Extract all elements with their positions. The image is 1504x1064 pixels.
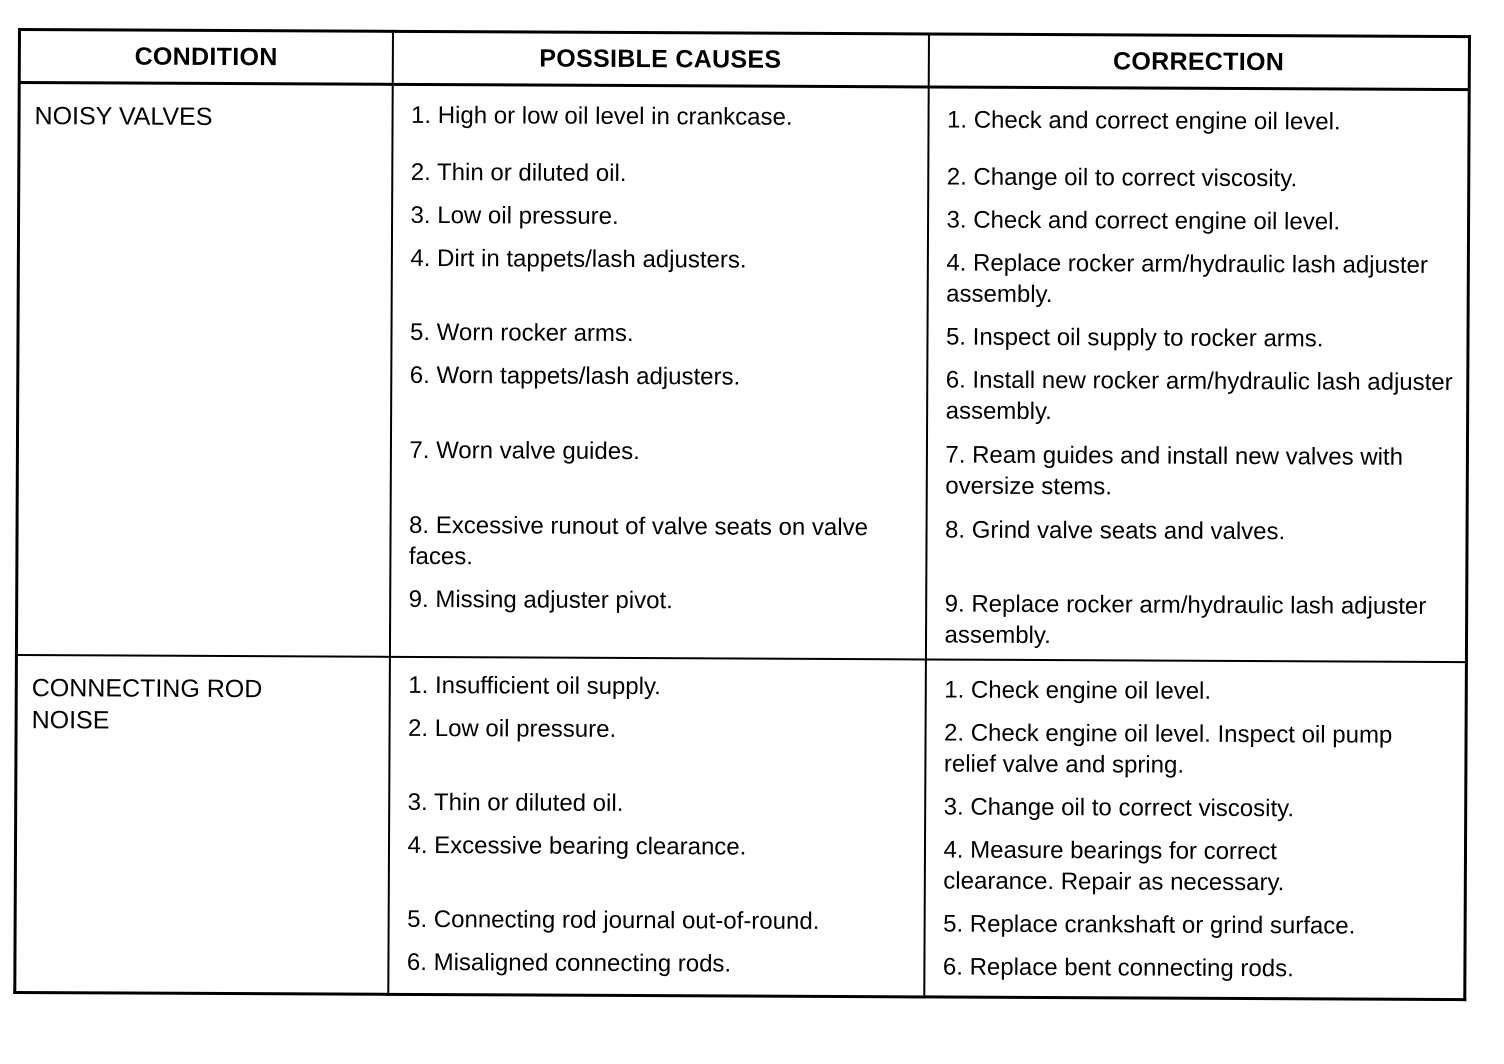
list-item: 1. Check and correct engine oil level.	[946, 106, 1341, 136]
list-item: 2. Low oil pressure.	[408, 714, 617, 743]
list-item: 1. Check engine oil level.	[944, 676, 1212, 705]
list-item: 6. Install new rocker arm/hydraulic lash adjuster assembly.	[945, 366, 1453, 426]
causes-list	[409, 100, 918, 617]
list-item: 3. Thin or diluted oil.	[407, 788, 624, 817]
list-item: 4. Excessive bearing clearance.	[407, 831, 747, 861]
list-item: 1. Insufficient oil supply.	[408, 671, 661, 700]
corrections-list	[943, 674, 1455, 984]
list-item: 5. Connecting rod journal out-of-round.	[407, 905, 820, 935]
list-item: 2. Change oil to correct viscosity.	[946, 163, 1298, 193]
list-item: 5. Worn rocker arms.	[409, 318, 634, 348]
list-item: 2. Check engine oil level. Inspect oil pump relief valve and spring.	[943, 719, 1393, 779]
header-possible-causes: POSSIBLE CAUSES	[392, 31, 928, 87]
list-item: 6. Misaligned connecting rods.	[406, 948, 732, 977]
list-item: 9. Missing adjuster pivot.	[408, 585, 673, 615]
list-item: 2. Thin or diluted oil.	[410, 158, 627, 187]
corrections-cell	[924, 659, 1467, 1000]
list-item: 8. Grind valve seats and valves.	[944, 516, 1286, 546]
condition-noisy-valves: NOISY VALVES	[16, 83, 392, 657]
list-item: 3. Check and correct engine oil level.	[946, 206, 1341, 236]
list-item: 3. Change oil to correct viscosity.	[943, 793, 1295, 822]
header-correction: CORRECTION	[928, 34, 1469, 90]
list-item: 5. Replace crankshaft or grind surface.	[943, 910, 1356, 940]
list-item: 9. Replace rocker arm/hydraulic lash adjuster assembly.	[944, 590, 1427, 650]
header-row	[19, 30, 1469, 90]
list-item: 6. Replace bent connecting rods.	[942, 953, 1294, 982]
diagnosis-table	[13, 28, 1471, 1001]
list-item: 5. Inspect oil supply to rocker arms.	[945, 323, 1324, 353]
table-row	[16, 83, 1469, 662]
list-item: 7. Ream guides and install new valves with oversize stems.	[945, 441, 1404, 501]
header-condition: CONDITION	[19, 30, 392, 85]
condition-connecting-rod-noise: CONNECTING ROD NOISE	[15, 654, 390, 994]
list-item: 4. Replace rocker arm/hydraulic lash adjuster assembly.	[946, 249, 1428, 309]
list-item: 3. Low oil pressure.	[410, 201, 619, 230]
corrections-cell	[925, 87, 1469, 662]
list-item: 4. Dirt in tappets/lash adjusters.	[410, 244, 747, 274]
causes-cell	[388, 656, 926, 997]
corrections-list	[944, 105, 1457, 653]
list-item: 7. Worn valve guides.	[409, 436, 640, 466]
table-row	[15, 654, 1467, 999]
causes-list	[407, 669, 914, 979]
list-item: 1. High or low oil level in crankcase.	[411, 101, 793, 131]
list-item: 4. Measure bearings for correct clearance. Repair as necessary.	[943, 836, 1285, 896]
causes-cell	[389, 84, 928, 659]
list-item: 6. Worn tappets/lash adjusters.	[409, 361, 741, 391]
list-item: 8. Excessive runout of valve seats on valve faces.	[408, 511, 869, 571]
diagnosis-chart	[13, 28, 1468, 1001]
